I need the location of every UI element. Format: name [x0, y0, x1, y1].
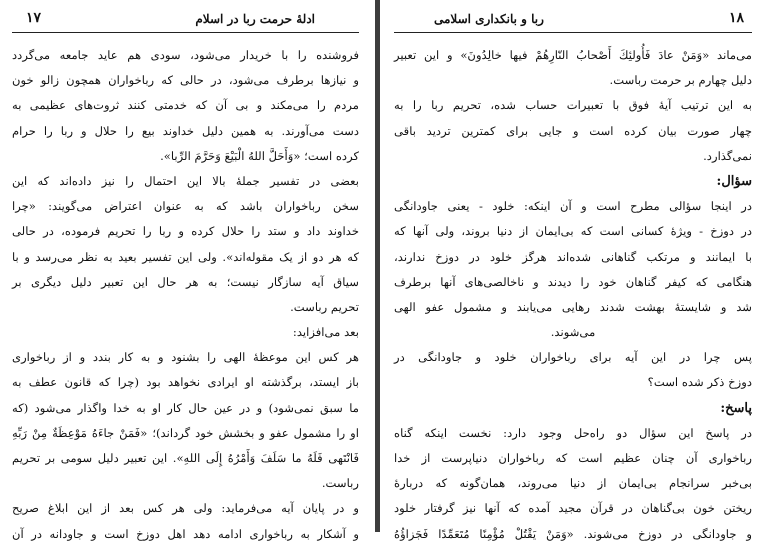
page-header	[12, 8, 359, 33]
text-line: مردم را می‌مکند و بی آن که خدمتی کنند ثروت‌های عظیمی به	[12, 98, 359, 113]
section-heading: پاسخ:	[720, 400, 752, 416]
text-line: دوزخ ذکر شده است؟	[647, 375, 752, 390]
page-header	[394, 8, 752, 33]
text-line: بعد می‌افزاید:	[292, 325, 359, 340]
text-line: و در پایان آیه می‌فرماید: ولی هر کس بعد از این ابلاغ صریح	[12, 501, 359, 516]
text-line: هنگامی که کیفر گناهان خود را دیدند و ناخالصی‌های آنها برطرف	[394, 274, 752, 289]
running-title: ربا و بانکداری اسلامی	[434, 12, 544, 26]
text-line: با ایمانند و مرتکب گناهانی شده‌اند هرگز خلود در دوزخ ندارند،	[394, 249, 752, 264]
text-line: و نیازها برطرف می‌شود، در حالی که رباخواران همچون زالو خون	[12, 73, 359, 88]
right-page	[380, 0, 768, 541]
page-body	[394, 43, 752, 547]
page-number: ۱۸	[728, 10, 744, 26]
text-line: رباخواری آن چنان عظیم است که رباخواران دنیاپرست از خدا	[394, 451, 752, 465]
text-line: دست می‌آورند. به همین دلیل خداوند بیع را حلال و ربا را حرام	[12, 123, 359, 138]
text-line: پس چرا در این آیه برای رباخواران خلود و جاودانگی در	[394, 350, 752, 365]
text-line: دلیل چهارم بر حرمت رباست.	[609, 73, 752, 88]
text-line: تحریم رباست.	[290, 299, 359, 314]
text-line: بی‌خبر سرانجام بی‌ایمان از دنیا می‌روند، همان‌گونه که دربارهٔ	[394, 476, 752, 491]
page-body	[12, 43, 359, 547]
text-line: کرده است؛ «وَأَحَلَّ اللهُ الْبَيْعَ وَحَرَّمَ الرِّبا».	[160, 148, 359, 163]
text-line: می‌شوند.	[550, 325, 596, 340]
text-line: نمی‌گذارد.	[703, 148, 752, 163]
text-line: در اینجا سؤالی مطرح است و آن اینکه: خلود - یعنی جاودانگی	[394, 199, 752, 214]
text-line: شد و شایستهٔ بهشت شدند رهایی می‌یابند و مشمول عفو الهی	[394, 299, 752, 314]
page-number: ۱۷	[26, 10, 42, 26]
text-line: فروشنده را با خریدار می‌شود، سودی هم عاید جامعه می‌گردد	[12, 48, 359, 62]
text-line: و آشکار به رباخواری ادامه دهد اهل دوزخ است و جاودانه در آن	[12, 526, 359, 541]
text-line: خداوند داد و ستد را حلال کرده و ربا را تحریم فرموده، در حالی	[12, 224, 359, 239]
text-line: که هر دو از یک مقوله‌اند». ولی این تفسیر بعید به نظر می‌رسد و با	[12, 249, 359, 264]
left-page	[0, 0, 375, 541]
section-heading: سؤال:	[716, 173, 752, 189]
text-line: هر کس این موعظهٔ الهی را بشنود و به کار بندد و از رباخواری	[12, 350, 359, 365]
text-line: به این ترتیب آیهٔ فوق با تعبیرات حساب شده، تحریم ربا را به	[394, 98, 752, 113]
text-line: می‌ماند «وَمَنْ عادَ فَأُولئِكَ أَصْحابُ النّارِهُمْ فيها خالِدُونَ» و این تعبیر	[394, 48, 752, 62]
text-line: سخن رباخواران باشد که به عنوان اعتراض می‌گویند: «چرا	[12, 199, 359, 214]
text-line: در دوزخ - ویژهٔ کسانی است که بی‌ایمان از دنیا بروند، ولی آنها که	[394, 224, 752, 239]
text-line: او را مشمول عفو و بخشش خود گرداند)؛ «فَمَنْ جاءَهُ مَوْعِظَةٌ مِنْ رَبِّهِ	[12, 425, 359, 440]
text-line: ما سبق نمی‌شود) و در عین حال کار او به خدا واگذار می‌شود (که	[12, 400, 359, 415]
text-line: رباست.	[321, 476, 359, 491]
running-title: ادلهٔ حرمت ربا در اسلام	[195, 12, 315, 26]
text-line: ریختن خون بی‌گناهان در قرآن مجید آمده که آنها نیز گرفتار خلود	[394, 501, 752, 516]
text-line: بعضی در تفسیر جملهٔ بالا این احتمال را نیز داده‌اند که این	[12, 173, 359, 188]
text-line: سیاق آیه سازگار نیست؛ به هر حال این تعبیر دلیل دیگری بر	[12, 274, 359, 289]
text-line: چهار صورت بیان کرده است و جایی برای کمترین تردید باقی	[394, 123, 752, 138]
text-line: فَانْتَهى فَلَهُ ما سَلَفَ وَأَمْرُهُ إِلَى اللهِ». این تعبیر دلیل سومی بر تحریم	[12, 451, 359, 465]
text-line: و جاودانگی در دوزخ می‌شوند. «وَمَنْ يَقْتُلْ مُؤْمِنًا مُتَعَمِّدًا فَجَزاؤُهُ	[394, 526, 752, 541]
text-line: باز ایستد، برگذشته او ایرادی نخواهد بود (چرا که قانون عطف به	[12, 375, 359, 390]
text-line: در پاسخ این سؤال دو راه‌حل وجود دارد: نخست اینکه گناه	[394, 425, 752, 440]
